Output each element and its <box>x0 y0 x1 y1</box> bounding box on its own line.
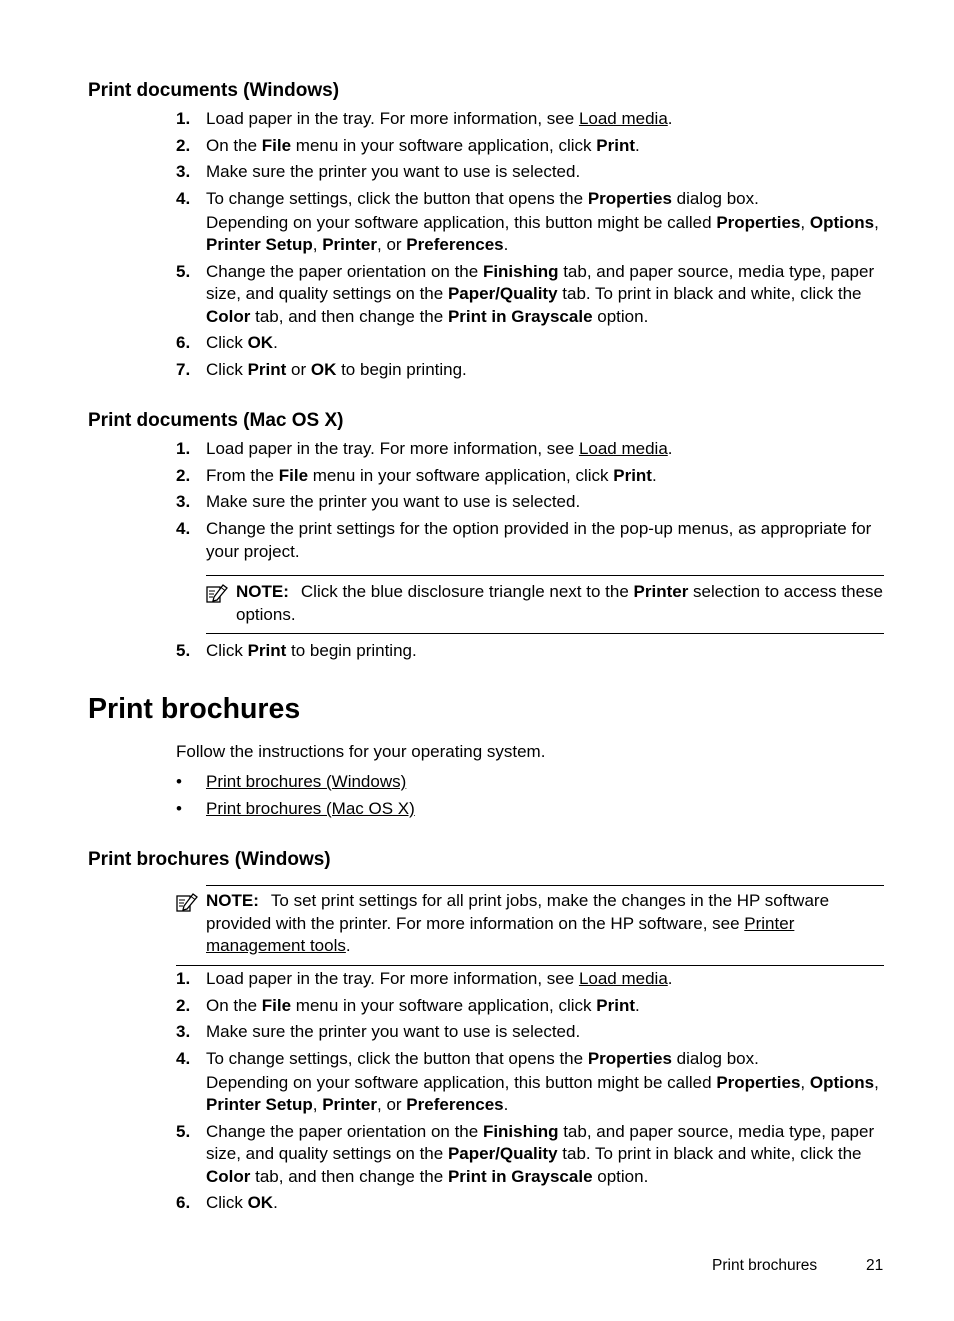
link-print-brochures-mac[interactable]: Print brochures (Mac OS X) <box>206 799 415 818</box>
step-text <box>206 968 886 991</box>
note-pencil-icon <box>176 893 198 913</box>
text-run: . <box>667 969 673 988</box>
text-run: Depending on your software application, this button might be called <box>206 1072 717 1092</box>
text-run: Make sure the printer you want to use is selected. <box>206 492 581 512</box>
text-run: Click <box>206 641 248 660</box>
text-run: Load paper in the tray. For more information, see <box>206 439 579 458</box>
step-detail <box>206 212 886 257</box>
bold-term: Print <box>596 135 635 155</box>
text-run: . <box>635 995 640 1015</box>
footer-page-number: 21 <box>866 1257 884 1274</box>
step-text <box>206 1021 886 1044</box>
link-print-brochures-windows[interactable]: Print brochures (Windows) <box>206 772 407 791</box>
intro-text: Follow the instructions for your operating system. <box>176 742 546 761</box>
text-run: or <box>286 360 311 380</box>
text-run: Click <box>206 333 248 353</box>
bold-term: Options <box>809 1072 875 1092</box>
text-run: , <box>874 212 879 232</box>
text-run: option. <box>592 1166 649 1186</box>
step-text <box>206 995 886 1018</box>
step-number: 2. <box>176 135 191 155</box>
cross-reference-link[interactable]: Printer management tools <box>206 913 795 955</box>
text-run: tab, and paper source, media type, paper size, and quality settings on the <box>206 261 875 304</box>
text-run: Change the print settings for the option provided in the pop-up menus, as appropriate for your project. <box>206 519 872 561</box>
text-run: To set print settings for all print jobs, make the changes in the HP software provided with the printer. For more information on the HP software, see <box>206 891 830 933</box>
text-run: menu in your software application, click <box>291 135 597 155</box>
bold-term: Finishing <box>482 261 559 281</box>
text-run: On the <box>206 995 262 1015</box>
step-item <box>176 995 886 1018</box>
text-run: From the <box>206 465 279 485</box>
bullet: • <box>176 772 182 791</box>
step-item <box>176 1121 886 1189</box>
step-item <box>176 188 886 257</box>
step-number: 5. <box>176 1121 191 1141</box>
bold-term: Properties <box>587 189 672 209</box>
text-run: to begin printing. <box>336 360 467 380</box>
text-run: To change settings, click the button that opens the <box>206 189 588 209</box>
step-number: 4. <box>176 519 191 539</box>
steps-list-windows <box>176 108 886 386</box>
bold-term: Printer <box>322 1095 377 1115</box>
step-number: 3. <box>176 1022 191 1042</box>
step-text <box>206 438 886 461</box>
list-item <box>176 771 415 793</box>
bold-term: Preferences <box>406 1095 504 1115</box>
footer-section-name: Print brochures <box>712 1257 818 1274</box>
text-run: selection to access these options. <box>236 582 883 624</box>
step-text <box>206 359 886 382</box>
step-item <box>176 359 886 382</box>
steps-list-brochures-windows <box>176 968 886 1219</box>
text-run: tab. To print in black and white, click the <box>557 284 862 304</box>
step-number: 4. <box>176 1049 191 1069</box>
step-number: 2. <box>176 995 191 1015</box>
step-text <box>206 1121 886 1189</box>
bold-term: File <box>261 995 292 1015</box>
step-item <box>176 1048 886 1117</box>
note-pencil-icon <box>206 584 228 604</box>
text-run: , <box>800 1072 810 1092</box>
text-run: menu in your software application, click <box>291 995 597 1015</box>
note-top-rule <box>206 885 884 886</box>
step-detail <box>206 1072 886 1117</box>
bold-term: Color <box>206 1166 251 1186</box>
step-item <box>176 161 886 184</box>
text-run: . <box>667 439 673 458</box>
step-text <box>206 491 886 514</box>
text-run: Change the paper orientation on the <box>206 1121 483 1141</box>
text-run: Change the paper orientation on the <box>206 261 483 281</box>
note-text-mac <box>206 576 884 633</box>
note-box-brochures <box>176 885 884 966</box>
bold-term: Options <box>809 212 875 232</box>
section-heading-print-documents-windows: Print documents (Windows) <box>88 80 340 101</box>
text-run: dialog box. <box>671 1049 759 1069</box>
bold-term: File <box>278 465 309 485</box>
note-text-brochures <box>176 885 884 965</box>
section-heading-print-documents-mac: Print documents (Mac OS X) <box>88 410 344 431</box>
bold-term: Print in Grayscale <box>447 1166 593 1186</box>
step-text <box>206 161 886 184</box>
text-run: . <box>503 235 509 255</box>
cross-reference-link[interactable]: Load media <box>578 109 668 128</box>
text-run: Load paper in the tray. For more information, see <box>206 109 579 128</box>
text-run: Click the blue disclosure triangle next to the <box>300 582 634 601</box>
cross-reference-link[interactable]: Load media <box>578 439 668 458</box>
step-number: 1. <box>176 109 191 128</box>
bold-term: Print <box>613 465 652 485</box>
note-label: NOTE: <box>236 582 289 601</box>
bold-term: Preferences <box>406 235 504 255</box>
step-text <box>206 1192 886 1215</box>
step-item <box>176 261 886 329</box>
text-run: tab, and then change the <box>250 306 448 326</box>
bold-term: OK <box>247 333 274 353</box>
steps-list-mac-after <box>176 640 886 667</box>
text-run: , <box>312 235 323 255</box>
step-item <box>176 968 886 991</box>
bold-term: Printer <box>633 582 689 601</box>
step-text <box>206 1048 886 1071</box>
bold-term: Properties <box>716 212 801 232</box>
note-box-mac <box>206 575 884 634</box>
bold-term: Printer Setup <box>206 235 313 255</box>
text-run: Depending on your software application, this button might be called <box>206 212 717 232</box>
bold-term: Properties <box>716 1072 801 1092</box>
step-text <box>206 261 886 329</box>
text-run: On the <box>206 135 262 155</box>
step-number: 3. <box>176 492 191 512</box>
text-run: Load paper in the tray. For more information, see <box>206 969 579 988</box>
step-item <box>176 135 886 158</box>
text-run: tab, and then change the <box>250 1166 448 1186</box>
step-item <box>176 465 886 488</box>
step-number: 3. <box>176 162 191 182</box>
text-run: , or <box>377 235 407 255</box>
step-text <box>206 108 886 131</box>
text-run: tab, and paper source, media type, paper size, and quality settings on the <box>206 1121 875 1164</box>
step-text <box>206 640 886 663</box>
text-run: . <box>345 936 351 955</box>
bold-term: Paper/Quality <box>447 284 558 304</box>
bold-term: Properties <box>587 1049 672 1069</box>
step-item <box>176 491 886 514</box>
bold-term: Print in Grayscale <box>447 306 593 326</box>
bold-term: Print <box>247 360 287 380</box>
bold-term: Printer Setup <box>206 1095 313 1115</box>
note-body <box>206 891 829 955</box>
page-title: Print brochures <box>88 693 301 725</box>
text-run: , <box>800 212 810 232</box>
bold-term: Print <box>596 995 635 1015</box>
bold-term: Finishing <box>482 1121 559 1141</box>
bold-term: File <box>261 135 292 155</box>
text-run: Click <box>206 1193 248 1213</box>
step-text <box>206 135 886 158</box>
step-text <box>206 332 886 355</box>
text-run: Make sure the printer you want to use is selected. <box>206 162 581 182</box>
step-item <box>176 438 886 461</box>
bold-term: Printer <box>322 235 377 255</box>
text-run: to begin printing. <box>286 641 417 660</box>
step-number: 2. <box>176 465 191 485</box>
cross-reference-link[interactable]: Load media <box>578 969 668 988</box>
step-item <box>176 1192 886 1215</box>
text-run: , or <box>377 1095 407 1115</box>
step-text <box>206 518 886 563</box>
text-run: tab. To print in black and white, click the <box>557 1144 862 1164</box>
step-number: 1. <box>176 439 191 458</box>
text-run: . <box>667 109 673 128</box>
text-run: Make sure the printer you want to use is selected. <box>206 1022 581 1042</box>
step-item <box>176 640 886 663</box>
step-number: 6. <box>176 1193 191 1213</box>
bullet: • <box>176 799 182 818</box>
step-number: 5. <box>176 261 191 281</box>
step-item <box>176 518 886 563</box>
text-run: . <box>273 333 278 353</box>
step-text <box>206 188 886 211</box>
section-heading-print-brochures-windows: Print brochures (Windows) <box>88 849 331 870</box>
text-run: dialog box. <box>671 189 759 209</box>
bold-term: OK <box>247 1193 274 1213</box>
step-number: 1. <box>176 969 191 988</box>
list-item <box>176 798 415 820</box>
bold-term: Print <box>247 641 287 660</box>
text-run: , <box>874 1072 879 1092</box>
text-run: . <box>503 1095 509 1115</box>
text-run: , <box>312 1095 323 1115</box>
text-run: . <box>635 135 640 155</box>
step-item <box>176 1021 886 1044</box>
step-number: 7. <box>176 360 191 380</box>
bold-term: OK <box>310 360 337 380</box>
steps-list-mac <box>176 438 886 567</box>
text-run: . <box>273 1193 278 1213</box>
step-number: 4. <box>176 189 191 209</box>
text-run: option. <box>592 306 649 326</box>
note-body <box>236 582 883 624</box>
step-text <box>206 465 886 488</box>
os-links-list <box>176 771 415 825</box>
text-run: menu in your software application, click <box>308 465 614 485</box>
text-run: To change settings, click the button that opens the <box>206 1049 588 1069</box>
text-run: . <box>651 465 657 485</box>
text-run: Click <box>206 360 248 380</box>
note-label: NOTE: <box>206 891 259 910</box>
step-item <box>176 108 886 131</box>
bold-term: Paper/Quality <box>447 1144 558 1164</box>
step-number: 6. <box>176 333 191 353</box>
bold-term: Color <box>206 306 251 326</box>
step-number: 5. <box>176 641 191 660</box>
step-item <box>176 332 886 355</box>
